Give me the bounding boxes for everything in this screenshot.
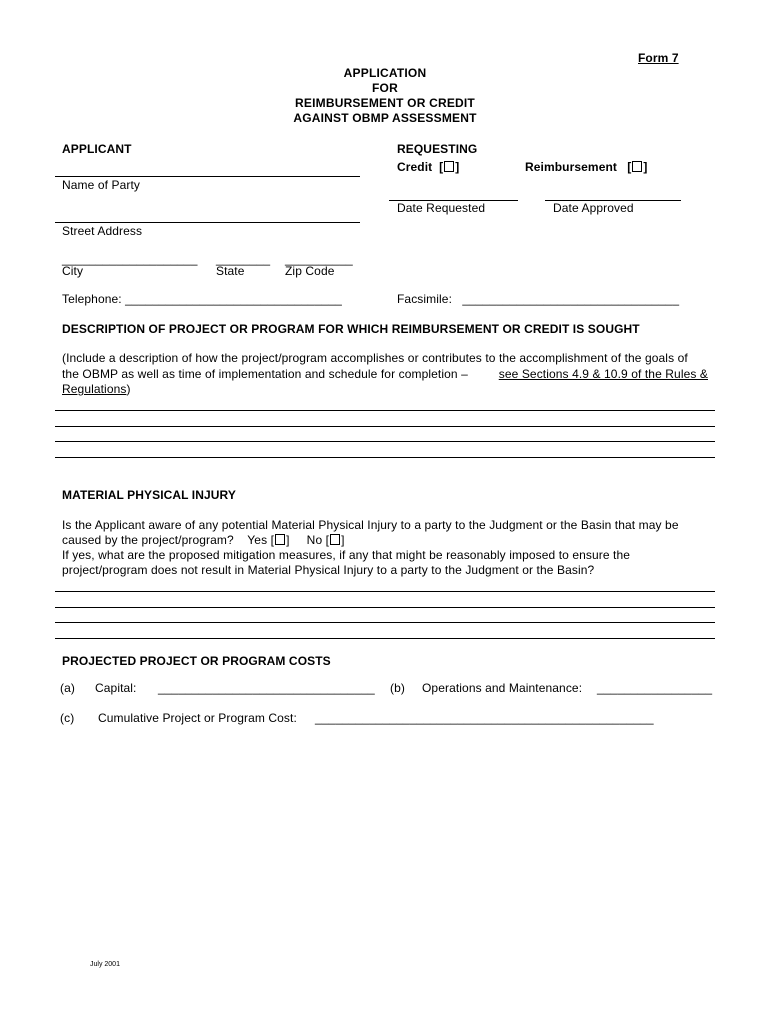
reimbursement-checkbox[interactable] xyxy=(632,161,642,172)
cost-c-marker: (c) xyxy=(60,711,75,725)
form-number: Form 7 xyxy=(638,51,679,65)
injury-heading: MATERIAL PHYSICAL INJURY xyxy=(62,488,236,502)
capital-label: Capital: xyxy=(95,681,137,695)
description-line-3[interactable] xyxy=(55,441,715,442)
page-title-line4: AGAINST OBMP ASSESSMENT xyxy=(293,111,477,125)
description-instructions-line2 xyxy=(62,367,708,381)
telephone-field[interactable]: ________________________________ xyxy=(125,292,342,306)
footer-date: July 2001 xyxy=(90,961,120,968)
yes-checkbox[interactable] xyxy=(275,534,285,545)
instructions-close-paren: ) xyxy=(126,382,131,396)
instructions-text: the OBMP as well as time of implementation and schedule for completion – xyxy=(62,367,468,381)
injury-followup-line1: If yes, what are the proposed mitigation measures, if any that might be reasonably imposed to ensure the xyxy=(62,548,631,562)
cumulative-cost-field[interactable]: __________________________________________________ xyxy=(315,711,654,725)
injury-question-line2: caused by the project/program? Yes [ ] No [ ] xyxy=(62,533,345,547)
state-field[interactable]: ________ xyxy=(216,252,271,266)
injury-line-2[interactable] xyxy=(55,607,715,608)
injury-followup-line2: project/program does not result in Material Physical Injury to a party to the Judgment or the Basin? xyxy=(62,563,595,577)
city-label: City xyxy=(62,264,84,278)
page-title-line2: FOR xyxy=(372,81,398,95)
facsimile-row xyxy=(397,292,679,306)
injury-question-line1: Is the Applicant aware of any potential Material Physical Injury to a party to the Judgment or the Basin that may be xyxy=(62,518,679,532)
description-instructions-line3 xyxy=(62,382,131,396)
name-of-party-label: Name of Party xyxy=(62,178,140,192)
regulations-link[interactable]: Regulations xyxy=(62,382,127,396)
page-title-line3: REIMBURSEMENT OR CREDIT xyxy=(295,96,475,110)
capital-field[interactable]: ________________________________ xyxy=(158,681,375,695)
date-requested-label: Date Requested xyxy=(397,201,486,215)
yes-label: Yes xyxy=(247,533,268,547)
cost-a-marker: (a) xyxy=(60,681,75,695)
reimbursement-option: Reimbursement [ ] xyxy=(525,160,648,174)
no-label: No xyxy=(306,533,323,547)
facsimile-field[interactable]: ________________________________ xyxy=(462,292,680,306)
cost-b-marker: (b) xyxy=(390,681,405,695)
operations-maintenance-field[interactable]: _________________ xyxy=(597,681,713,695)
injury-line-4[interactable] xyxy=(55,638,715,639)
facsimile-label: Facsimile: xyxy=(397,292,453,306)
street-address-field[interactable] xyxy=(55,222,360,223)
credit-checkbox[interactable] xyxy=(444,161,454,172)
requesting-heading: REQUESTING xyxy=(397,142,478,156)
operations-maintenance-label: Operations and Maintenance: xyxy=(422,681,583,695)
applicant-heading: APPLICANT xyxy=(62,142,132,156)
costs-heading: PROJECTED PROJECT OR PROGRAM COSTS xyxy=(62,654,331,668)
no-checkbox[interactable] xyxy=(330,534,340,545)
description-heading: DESCRIPTION OF PROJECT OR PROGRAM FOR WHICH REIMBURSEMENT OR CREDIT IS SOUGHT xyxy=(62,322,640,336)
description-line-1[interactable] xyxy=(55,410,715,411)
description-line-4[interactable] xyxy=(55,457,715,458)
injury-line-3[interactable] xyxy=(55,622,715,623)
state-label: State xyxy=(216,264,245,278)
name-of-party-field[interactable] xyxy=(55,176,360,177)
city-field[interactable]: ____________________ xyxy=(62,252,198,266)
rules-reference-link[interactable]: see Sections 4.9 & 10.9 of the Rules & xyxy=(498,367,708,381)
page-title-line1: APPLICATION xyxy=(343,66,427,80)
injury-line-1[interactable] xyxy=(55,591,715,592)
zip-code-label: Zip Code xyxy=(285,264,335,278)
date-approved-label: Date Approved xyxy=(553,201,634,215)
telephone-label: Telephone: xyxy=(62,292,122,306)
injury-question-text: caused by the project/program? xyxy=(62,533,234,547)
description-instructions-line1: (Include a description of how the project/program accomplishes or contributes to the accomplishment of the goals of xyxy=(62,351,688,365)
credit-label: Credit xyxy=(397,160,433,174)
reimbursement-label: Reimbursement xyxy=(525,160,617,174)
cumulative-cost-label: Cumulative Project or Program Cost: xyxy=(98,711,297,725)
street-address-label: Street Address xyxy=(62,224,143,238)
description-line-2[interactable] xyxy=(55,426,715,427)
telephone-row xyxy=(62,292,342,306)
zip-code-field[interactable]: __________ xyxy=(285,252,353,266)
credit-option: Credit [ ] xyxy=(397,160,460,174)
